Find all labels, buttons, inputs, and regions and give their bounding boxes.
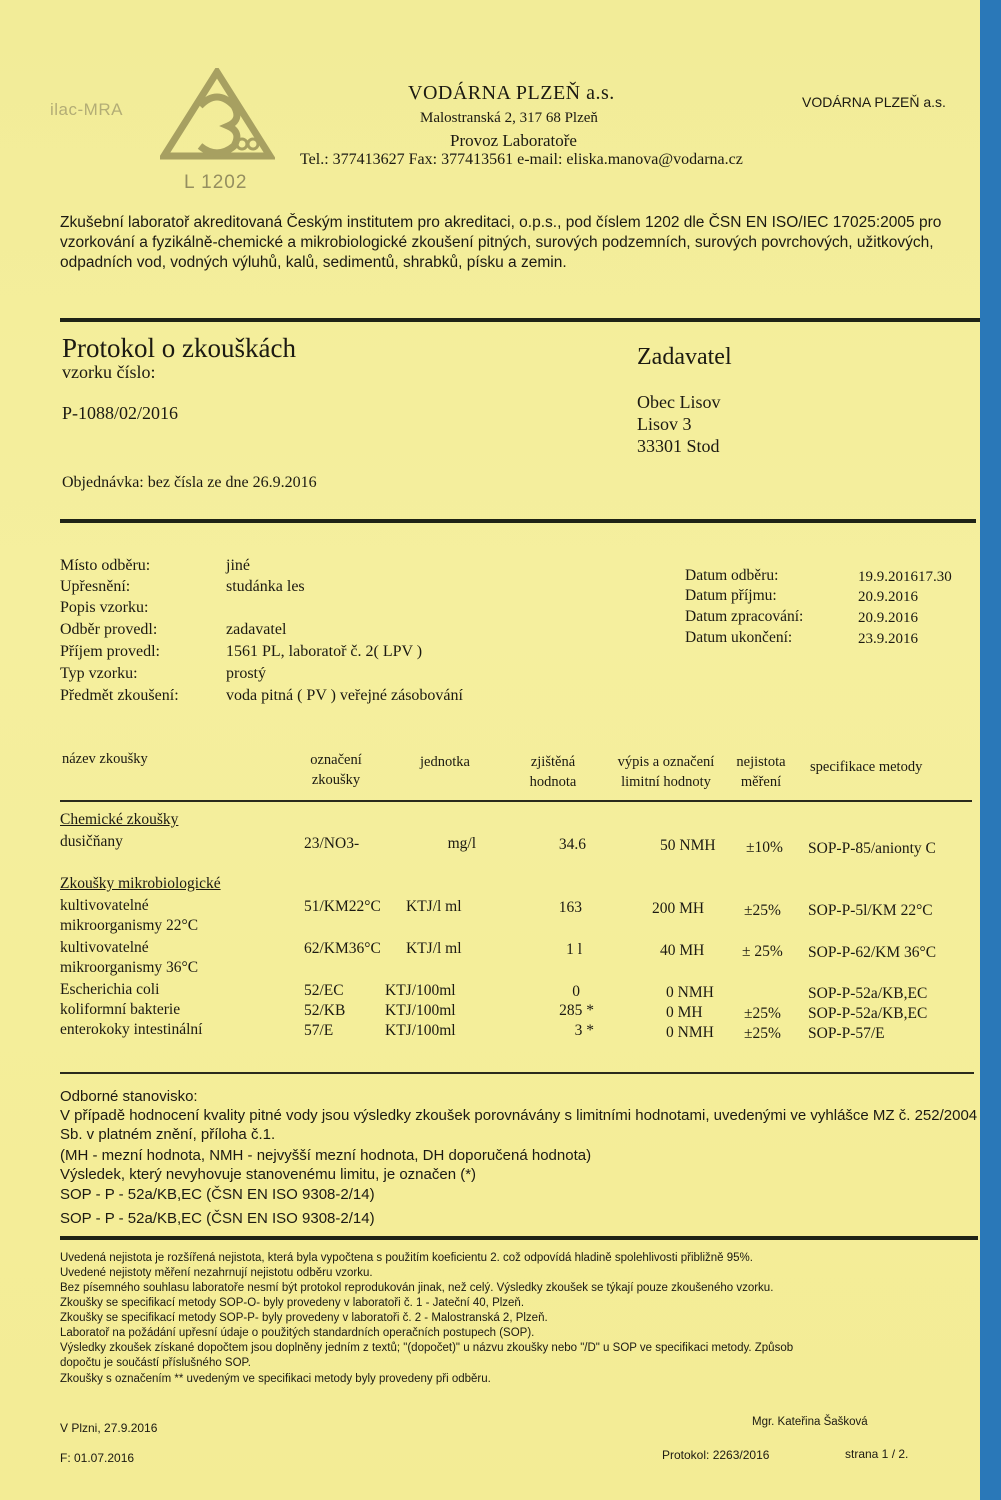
table-header-divider (60, 800, 972, 802)
info-value: jiné (226, 557, 250, 574)
info-value: 1561 PL, laboratoř č. 2( LPV ) (226, 643, 423, 660)
row-code: 57/E (304, 1022, 334, 1039)
date-label: Datum ukončení: (685, 629, 793, 646)
row-method: SOP-P-5l/KM 22°C (808, 902, 933, 919)
place-date: V Plzni, 27.9.2016 (60, 1421, 158, 1435)
row-code: 51/KM22°C (304, 898, 381, 915)
col-header-value-line: hodnota (529, 774, 577, 790)
date-value: 23.9.2016 (858, 631, 918, 647)
order-info: Objednávka: bez čísla ze dne 26.9.2016 (62, 474, 317, 491)
signatory: Mgr. Kateřina Šašková (752, 1416, 868, 1428)
row-uncertainty: ±25% (744, 902, 781, 919)
divider (60, 519, 976, 523)
row-code: 62/KM36°C (304, 940, 381, 957)
row-limit: 0 NMH (666, 1024, 714, 1041)
divider (60, 318, 980, 322)
info-label: Předmět zkoušení: (60, 687, 179, 704)
opinion-method: SOP - P - 52a/KB,EC (ČSN EN ISO 9308-2/14) (60, 1210, 375, 1227)
row-limit: 50 NMH (660, 837, 716, 854)
row-value: 0 (572, 983, 580, 1000)
info-value: zadavatel (226, 621, 287, 638)
col-header-value (520, 752, 586, 792)
col-header-method: specifikace metody (810, 759, 923, 775)
protocol-subtitle: vzorku číslo: (62, 362, 156, 382)
info-value: studánka les (226, 578, 305, 595)
col-header-uncertainty (730, 752, 792, 792)
row-method: SOP-P-85/anionty C (808, 840, 936, 857)
date-label: Datum zpracování: (685, 608, 804, 625)
row-unit: KTJ/l ml (406, 940, 462, 957)
col-header-unit: jednotka (420, 754, 470, 770)
page-number: strana 1 / 2. (845, 1447, 909, 1461)
row-code: 52/KB (304, 1002, 346, 1019)
opinion-legend: (MH - mezní hodnota, NMH - nejvyšší mezní hodnota, DH doporučená hodnota) (60, 1147, 592, 1164)
date-value: 20.9.2016 (858, 610, 918, 626)
department: Provoz Laboratoře (450, 131, 577, 150)
company-name-right: VODÁRNA PLZEŇ a.s. (802, 94, 946, 110)
row-unit: KTJ/l ml (406, 898, 462, 915)
date-value: 20.9.2016 (858, 589, 918, 605)
row-limit: 200 MH (652, 900, 705, 917)
row-name: koliformní bakterie (60, 1001, 181, 1018)
info-label: Typ vzorku: (60, 665, 138, 682)
protocol-id: Protokol: 2263/2016 (662, 1448, 770, 1462)
section-heading-micro: Zkoušky mikrobiologické (60, 875, 221, 892)
protocol-number: P-1088/02/2016 (62, 403, 179, 423)
row-uncertainty: ±25% (744, 1025, 781, 1042)
opinion-heading: Odborné stanovisko: (60, 1088, 198, 1105)
client-city: 33301 Stod (637, 436, 720, 456)
date-label: Datum odběru: (685, 567, 779, 584)
opinion-marked: Výsledek, který nevyhovuje stanovenému limitu, je označen (*) (60, 1166, 477, 1183)
client-street: Lisov 3 (637, 414, 692, 434)
row-uncertainty: ± 25% (742, 943, 783, 960)
row-unit: mg/l (447, 835, 476, 852)
note-line: Výsledky zkoušek získané dopočtem jsou doplněny jedním z textů; "(dopočet)" u názvu zkoušky nebo "/D" u SOP ve specifikaci metody. Způsob (60, 1342, 794, 1354)
date-label: Datum příjmu: (685, 587, 777, 604)
row-limit: 0 MH (666, 1004, 703, 1021)
date-value: 19.9.201617.30 (858, 569, 952, 585)
note-line: dopočtu je součástí příslušného SOP. (60, 1357, 251, 1369)
row-name: kultivovatelné (60, 897, 149, 914)
row-value: 34.6 (558, 836, 586, 853)
col-header-value-line: zjištěná (530, 754, 576, 770)
row-method: SOP-P-62/KM 36°C (808, 944, 937, 961)
row-unit: KTJ/100ml (385, 1002, 456, 1019)
row-value: 163 (558, 899, 582, 916)
col-header-uncertainty-line: nejistota (736, 754, 786, 770)
row-code: 23/NO3- (304, 835, 360, 852)
divider (60, 1236, 978, 1240)
row-value: 285 * (559, 1002, 594, 1019)
col-header-limit-line: výpis a označení (617, 754, 715, 770)
row-name: kultivovatelné (60, 939, 149, 956)
company-name: VODÁRNA PLZEŇ a.s. (408, 82, 615, 104)
accreditation-logo-icon (160, 68, 275, 163)
col-header-limit (608, 752, 724, 792)
row-value: 3 * (574, 1022, 594, 1039)
row-name: dusičňany (60, 833, 123, 850)
info-label: Příjem provedl: (60, 643, 160, 660)
row-method: SOP-P-52a/KB,EC (808, 985, 928, 1002)
note-line: Zkoušky s označením ** uvedeným ve specifikaci metody byly provedeny při odběru. (60, 1373, 491, 1385)
contact-line: Tel.: 377413627 Fax: 377413561 e-mail: eliska.manova@vodarna.cz (300, 151, 743, 168)
row-uncertainty: ±10% (746, 839, 783, 856)
col-header-name: název zkoušky (62, 751, 148, 767)
opinion-method: SOP - P - 52a/KB,EC (ČSN EN ISO 9308-2/14) (60, 1186, 375, 1203)
info-label: Místo odběru: (60, 557, 151, 574)
col-header-code (300, 750, 372, 790)
row-uncertainty: ±25% (744, 1005, 781, 1022)
accreditation-statement: Zkušební laboratoř akreditovaná Českým institutem pro akreditaci, o.p.s., pod číslem 1202 dle ČSN EN ISO/IEC 17025:2005 pro vzorkování a fyzikálně-chemické a mikrobiologické zkoušení pitných, surových podzemních, surových povrchových, užitkových, odpadních vod, vodných výluhů, kalů, sedimentů, shrabků, písku a zemin. (60, 214, 942, 271)
info-label: Upřesnění: (60, 578, 131, 595)
row-name-cont: mikroorganismy 36°C (60, 959, 199, 976)
info-label: Popis vzorku: (60, 599, 149, 616)
info-value: prostý (226, 665, 266, 682)
note-line: Laboratoř na požádání upřesní údaje o použitých standardních operačních postupech (SOP). (60, 1327, 535, 1339)
row-limit: 0 NMH (666, 984, 714, 1001)
protocol-title: Protokol o zkouškách (62, 333, 296, 363)
row-unit: KTJ/100ml (385, 982, 456, 999)
note-line: Zkoušky se specifikací metody SOP-O- byly provedeny v laboratoři č. 1 - Jateční 40, Plzeň. (60, 1297, 525, 1309)
company-address: Malostranská 2, 317 68 Plzeň (420, 110, 598, 126)
row-code: 52/EC (304, 982, 344, 999)
col-header-uncertainty-line: měření (740, 774, 782, 790)
row-name-cont: mikroorganismy 22°C (60, 917, 199, 934)
info-value: voda pitná ( PV ) veřejné zásobování (226, 687, 463, 704)
ilac-mra-logo: ilac-MRA (50, 100, 123, 119)
section-heading-chemical: Chemické zkoušky (60, 811, 179, 828)
table-bottom-divider (60, 1072, 974, 1074)
info-label: Odběr provedl: (60, 621, 158, 638)
row-limit: 40 MH (660, 942, 705, 959)
col-header-limit-line: limitní hodnoty (621, 774, 711, 790)
client-name: Obec Lisov (637, 392, 721, 412)
note-line: Uvedená nejistota je rozšířená nejistota, která byla vypočtena s použitím koeficientu 2. což odpovídá hladině spolehlivosti přibližně 95%. (60, 1252, 753, 1264)
client-heading: Zadavatel (637, 344, 732, 370)
row-name: Escherichia coli (60, 981, 160, 998)
row-method: SOP-P-57/E (808, 1025, 885, 1042)
note-line: Bez písemného souhlasu laboratoře nesmí být protokol reprodukován jinak, než celý. Výsledky zkoušek se týkají pouze zkoušeného vzorku. (60, 1282, 774, 1294)
form-version: F: 01.07.2016 (60, 1451, 135, 1465)
note-line: Zkoušky se specifikací metody SOP-P- byly provedeny v laboratoři č. 2 - Malostranská 2, Plzeň. (60, 1312, 548, 1324)
opinion-text: V případě hodnocení kvality pitné vody jsou výsledky zkoušek porovnávány s limitními hodnotami, uvedenými ve vyhlášce MZ č. 252/2004 Sb. v platném znění, příloha č.1. (60, 1107, 978, 1143)
note-line: Uvedené nejistoty měření nezahrnují nejistotu odběru vzorku. (60, 1267, 373, 1279)
row-unit: KTJ/100ml (385, 1022, 456, 1039)
col-header-code-line: zkoušky (311, 772, 361, 788)
col-header-code-line: označení (310, 752, 362, 768)
accreditation-code: L 1202 (184, 172, 248, 193)
row-method: SOP-P-52a/KB,EC (808, 1005, 928, 1022)
row-value: 1 l (566, 941, 582, 958)
row-name: enterokoky intestinální (60, 1021, 203, 1038)
